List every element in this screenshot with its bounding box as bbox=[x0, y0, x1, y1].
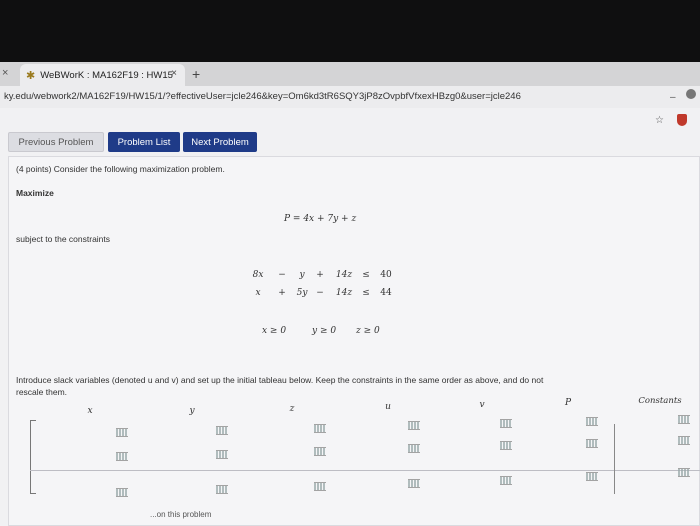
tableau-cell-r1-constants[interactable] bbox=[678, 415, 690, 424]
problem-intro: (4 points) Consider the following maximization problem. bbox=[16, 164, 225, 174]
c1-op1: − bbox=[278, 270, 286, 280]
address-bar[interactable] bbox=[0, 86, 700, 108]
header-z: z bbox=[289, 404, 295, 414]
tableau-cell-r2-p[interactable] bbox=[586, 439, 598, 448]
tab-strip bbox=[0, 62, 700, 86]
previous-problem-button[interactable]: Previous Problem bbox=[8, 132, 104, 152]
instructions-text-2: rescale them. bbox=[16, 387, 68, 397]
tableau-cell-r2-x[interactable] bbox=[116, 452, 128, 461]
webwork-favicon-icon: ✱ bbox=[26, 69, 36, 82]
c2-op1: + bbox=[278, 288, 286, 298]
c1-op2: + bbox=[316, 270, 324, 280]
extension-shield-icon[interactable] bbox=[677, 114, 687, 126]
nonneg-z: z ≥ 0 bbox=[356, 326, 380, 336]
header-v: v bbox=[479, 400, 485, 410]
constraints-label: subject to the constraints bbox=[16, 234, 111, 244]
tab-close-icon[interactable]: × bbox=[171, 68, 177, 79]
url-text[interactable]: ky.edu/webwork2/MA162F19/HW15/1/?effectiveUser=jcle246&key=Om6kd3tR6SQY3jP8zOvpbfVfxexHBzg0&user=jcle246 bbox=[4, 91, 521, 102]
nonneg-y: y ≥ 0 bbox=[312, 326, 337, 336]
constants-separator bbox=[614, 424, 615, 494]
minimize-icon[interactable]: – bbox=[670, 92, 676, 103]
tableau-cell-r3-y[interactable] bbox=[216, 485, 228, 494]
maximize-label: Maximize bbox=[16, 188, 54, 198]
header-p: P bbox=[564, 398, 572, 408]
c2-op2: − bbox=[316, 288, 324, 298]
tab-title: WeBWorK : MA162F19 : HW15 bbox=[40, 69, 173, 81]
tableau-divider bbox=[30, 470, 700, 471]
c2-relation: ≤ bbox=[362, 288, 370, 298]
tableau-cell-r1-y[interactable] bbox=[216, 426, 228, 435]
tableau-cell-r2-y[interactable] bbox=[216, 450, 228, 459]
tableau-cell-r3-constants[interactable] bbox=[678, 468, 690, 477]
c1-term-x: 8x bbox=[252, 270, 264, 280]
tableau-cell-r1-x[interactable] bbox=[116, 428, 128, 437]
tableau-cell-r2-v[interactable] bbox=[500, 441, 512, 450]
screen-bezel bbox=[0, 0, 700, 62]
tableau-cell-r2-z[interactable] bbox=[314, 447, 326, 456]
tableau-cell-r1-v[interactable] bbox=[500, 419, 512, 428]
c1-relation: ≤ bbox=[362, 270, 370, 280]
header-y: y bbox=[189, 406, 195, 416]
problem-list-button[interactable]: Problem List bbox=[108, 132, 180, 152]
header-x: x bbox=[87, 406, 93, 416]
c1-term-z: 14z bbox=[335, 270, 353, 280]
tableau-cell-r3-z[interactable] bbox=[314, 482, 326, 491]
instructions-text: Introduce slack variables (denoted u and v) and set up the initial tableau below. Keep the constraints in the same order as above, and do not bbox=[16, 375, 544, 385]
header-u: u bbox=[385, 402, 391, 412]
next-problem-button[interactable]: Next Problem bbox=[183, 132, 257, 152]
browser-tab[interactable] bbox=[20, 64, 185, 86]
c1-rhs: 40 bbox=[380, 270, 392, 280]
c2-term-x: x bbox=[255, 288, 261, 298]
c2-rhs: 44 bbox=[380, 288, 392, 298]
tableau-cell-r1-p[interactable] bbox=[586, 417, 598, 426]
footer-text: ...on this problem bbox=[150, 510, 212, 519]
objective-function: P = 4x + 7y + z bbox=[284, 214, 357, 224]
header-constants: Constants bbox=[638, 396, 682, 406]
tableau-cell-r3-x[interactable] bbox=[116, 488, 128, 497]
c2-term-z: 14z bbox=[335, 288, 353, 298]
close-icon[interactable]: × bbox=[2, 67, 9, 79]
tableau-cell-r1-z[interactable] bbox=[314, 424, 326, 433]
tableau-cell-r3-v[interactable] bbox=[500, 476, 512, 485]
nonneg-x: x ≥ 0 bbox=[262, 326, 287, 336]
tableau-cell-r3-u[interactable] bbox=[408, 479, 420, 488]
tableau-cell-r3-p[interactable] bbox=[586, 472, 598, 481]
tableau-cell-r2-u[interactable] bbox=[408, 444, 420, 453]
new-tab-button[interactable]: + bbox=[192, 66, 201, 82]
profile-icon[interactable] bbox=[686, 89, 696, 99]
tableau-bracket bbox=[30, 420, 36, 494]
c2-term-y: 5y bbox=[296, 288, 308, 298]
c1-term-y: y bbox=[299, 270, 305, 280]
bookmark-star-icon[interactable]: ☆ bbox=[655, 115, 664, 126]
tableau-cell-r2-constants[interactable] bbox=[678, 436, 690, 445]
tableau-cell-r1-u[interactable] bbox=[408, 421, 420, 430]
